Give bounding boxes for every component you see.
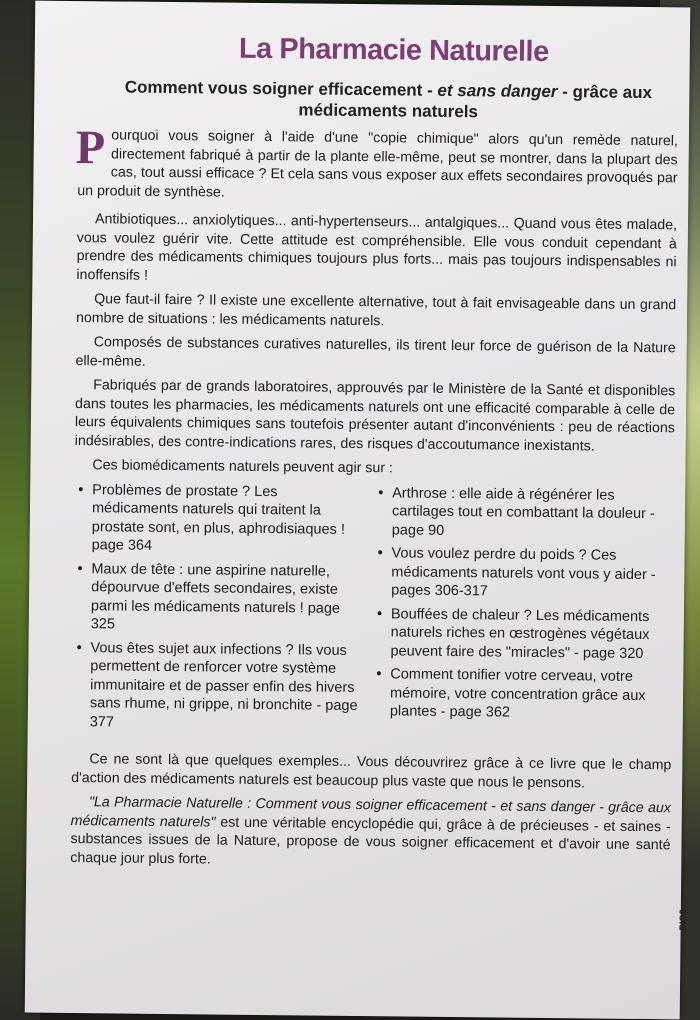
- book-title-quote: "La Pharmacie Naturelle : Comment vous soigner efficacement - et sans danger - grâce aux médicaments naturels": [70, 794, 671, 831]
- drop-cap: P: [75, 121, 106, 175]
- closing-paragraph: Ce ne sont là que quelques exemples... Vous découvrirez grâce à ce livre que le champ d'action des médicaments naturels est beaucoup plus vaste que nous le pensons.: [71, 751, 672, 791]
- final-text: est une véritable encyclopédie qui, grâce à de précieuses - et saines - substances issues de la Nature, propose de vous soigner efficacement et d'avoir une santé chaque jour plus forte.: [70, 814, 671, 867]
- benefits-column-left: [76, 481, 361, 739]
- paragraph-3: Composés de substances curatives naturelles, ils tirent leur force de guérison de la Nature elle-même.: [75, 334, 676, 370]
- intro-paragraph: [75, 121, 678, 206]
- subtitle-part-2: et sans danger: [437, 80, 558, 102]
- subtitle-part-1: Comment vous soigner efficacement -: [124, 77, 438, 100]
- intro-text: ourquoi vous soigner à l'aide d'une "copie chimique" alors qu'un remède naturel, directement fabriqué à partir de la plante elle-même, peut se montrer, dans la plupart des cas, tout aussi efficace ? Et cela sans vous exposer aux effets secondaires provoqués par un produit de synthèse.: [77, 127, 678, 201]
- benefits-column-right: [376, 484, 661, 742]
- side-code: BIO2: [677, 909, 688, 931]
- subtitle-part-3: - grâce aux médicaments naturels: [298, 82, 653, 122]
- page-subtitle: [98, 76, 678, 124]
- list-item: • Maux de tête : une aspirine naturelle, dépourvue d'effets secondaires, existe parmi les médicaments naturels ! page 325: [77, 560, 360, 637]
- paragraph-5: Ces biomédicaments naturels peuvent agir sur :: [92, 457, 393, 477]
- list-item: • Vous voulez perdre du poids ? Ces médicaments naturels vont vous y aider - pages 306-317: [377, 544, 660, 602]
- paragraph-1: Antibiotiques... anxiolytiques... anti-hypertenseurs... antalgiques... Quand vous êtes malade, vous voulez guérir vite. Cette attitude est compréhensible. Elle vous conduit cependant à prendre des médicaments chimiques toujours plus forts... mais pas toujours indispensables ni inoffensifs !: [76, 211, 678, 284]
- final-paragraph: [70, 793, 671, 873]
- list-item: • Comment tonifier votre cerveau, votre mémoire, votre concentration grâce aux plantes - page 362: [376, 665, 659, 723]
- list-item: • Arthrose : elle aide à régénérer les cartilages tout en combattant la douleur - page 90: [378, 484, 661, 542]
- flyer-content: [70, 31, 679, 879]
- flyer-page: [25, 1, 691, 1020]
- paragraph-2: Que faut-il faire ? Il existe une excellente alternative, tout à fait envisageable dans un grand nombre de situations : les médicaments naturels.: [75, 291, 677, 329]
- paragraph-4: Fabriqués par de grands laboratoires, approuvés par le Ministère de la Santé et disponibles dans toutes les pharmacies, les médicaments naturels ont une efficacité comparable à celle de leurs équivalents chimiques sans toutefois présenter autant d'inconvénients : peu de réactions indésirables, des contre-indications rares, des risques d'accoutumance inexistants.: [74, 377, 676, 454]
- benefits-list: [76, 481, 675, 743]
- page-title: La Pharmacie Naturelle: [238, 32, 549, 68]
- list-item: • Vous êtes sujet aux infections ? Ils vous permettent de renforcer votre système immunitaire et de passer enfin des hivers sans rhume, ni grippe, ni bronchite - page 377: [76, 639, 359, 734]
- list-item: • Bouffées de chaleur ? Les médicaments naturels riches en œstrogènes végétaux peuvent faire des "miracles" - page 320: [376, 605, 659, 663]
- list-item: • Problèmes de prostate ? Les médicaments naturels qui traitent la prostate sont, en plus, aphrodisiaques ! page 364: [78, 481, 361, 558]
